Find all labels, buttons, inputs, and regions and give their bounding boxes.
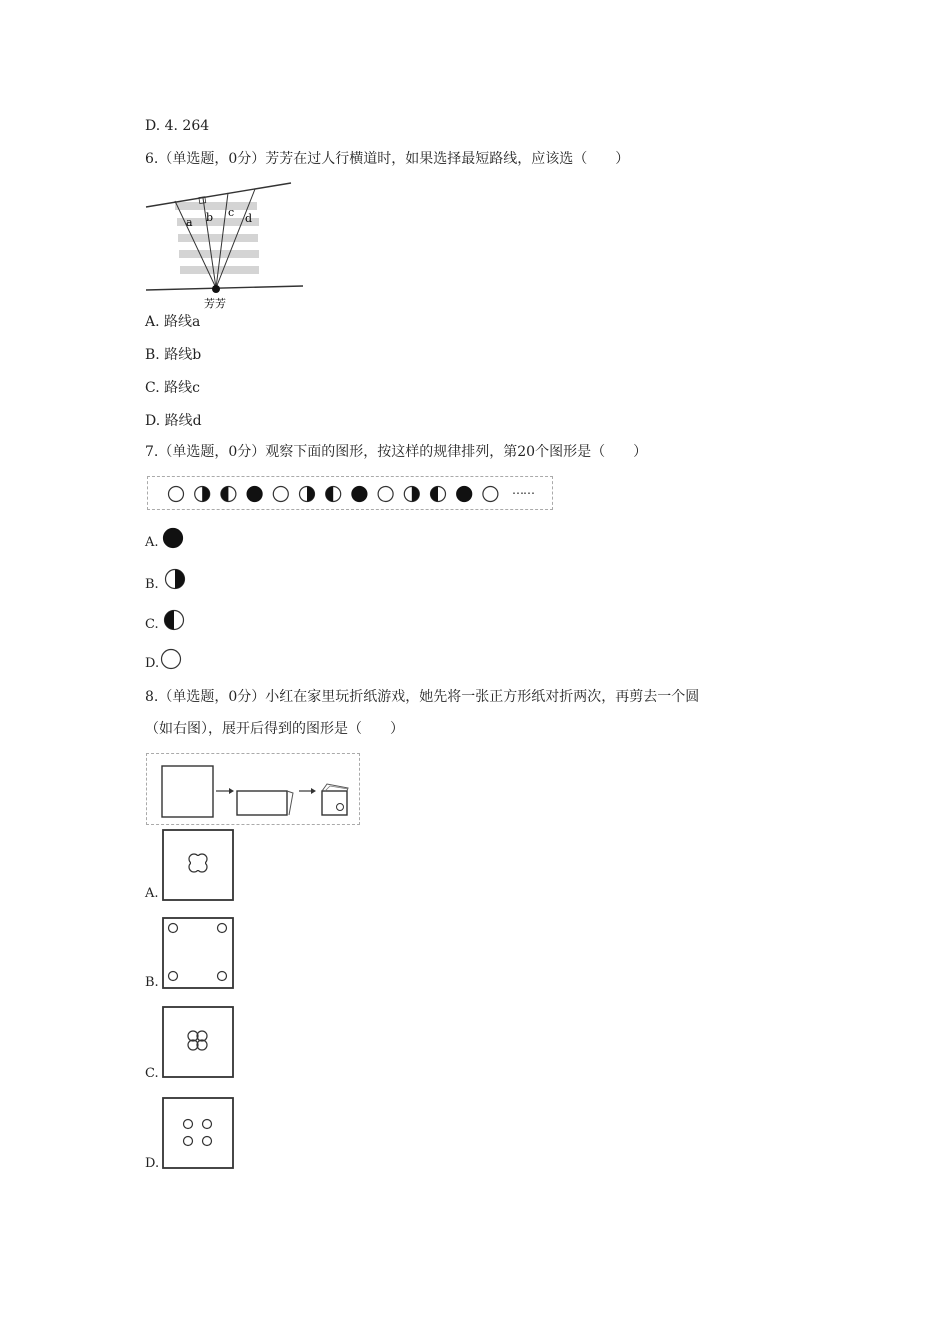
q7-stem: 7.（单选题，0分）观察下面的图形，按这样的规律排列，第20个图形是（ ）: [145, 444, 648, 460]
q7-option-b-right-half-circle-icon: [163, 567, 187, 591]
q8-option-c-figure: [162, 1006, 234, 1078]
q8-stem-line1: 8.（单选题，0分）小红在家里玩折纸游戏，她先将一张正方形纸对折两次，再剪去一个圆: [145, 689, 700, 705]
q8-option-a-label: A.: [145, 886, 159, 901]
route-d-label: d: [245, 212, 253, 225]
sequence-circle-9-icon: [378, 487, 393, 502]
route-b-label: b: [206, 211, 214, 224]
circle-sequence: [148, 477, 554, 511]
q7-option-c-left-half-circle-icon: [162, 608, 186, 632]
sequence-circle-11-icon: [431, 487, 446, 502]
sequence-circle-2-icon: [195, 487, 210, 502]
option-circle-icon: [162, 650, 181, 669]
sequence-circle-8-icon: [352, 487, 367, 502]
sequence-circle-3-icon: [221, 487, 236, 502]
q8-option-b-label: B.: [145, 975, 159, 990]
q7-option-d-label: D.: [145, 656, 160, 671]
q8-option-d-figure: [162, 1097, 234, 1169]
q8-option-c-label: C.: [145, 1066, 159, 1081]
folded-twice-paper: [322, 791, 347, 815]
sequence-circle-7-icon: [326, 487, 341, 502]
route-a-label: a: [186, 216, 193, 229]
q6-option-d: D. 路线d: [145, 413, 202, 429]
sequence-circle-10-icon: [404, 487, 419, 502]
q7-option-a-full-circle-icon: [161, 526, 185, 550]
q7-option-c-label: C.: [145, 617, 159, 632]
person-label: 芳芳: [204, 297, 226, 310]
q7-option-b-label: B.: [145, 577, 159, 592]
q8-option-b-figure: [162, 917, 234, 989]
q8-option-a-figure: [162, 829, 234, 901]
q5-option-d: D. 4. 264: [145, 118, 210, 134]
sequence-circle-5-icon: [273, 487, 288, 502]
arrow-icon: [311, 788, 316, 794]
folding-process-box: [146, 753, 360, 825]
option-circle-icon: [165, 611, 184, 630]
sequence-circle-1-icon: [169, 487, 184, 502]
folding-steps-figure: [147, 754, 361, 826]
route-c-label: c: [228, 206, 235, 219]
person-dot: [212, 285, 220, 293]
q7-option-d-empty-circle-icon: [159, 647, 183, 671]
sequence-circle-4-icon: [247, 487, 262, 502]
q6-option-c: C. 路线c: [145, 380, 200, 396]
q7-option-a-label: A.: [145, 535, 159, 550]
q8-option-d-label: D.: [145, 1156, 160, 1171]
sequence-circle-6-icon: [300, 487, 315, 502]
q8-stem-line2: （如右图），展开后得到的图形是（ ）: [145, 721, 404, 737]
arrow-icon: [229, 788, 234, 794]
q6-stem: 6.（单选题，0分）芳芳在过人行横道时，如果选择最短路线，应该选（ ）: [145, 151, 630, 167]
sequence-circle-12-icon: [457, 487, 472, 502]
sequence-circle-13-icon: [483, 487, 498, 502]
q6-option-a: A. 路线a: [145, 314, 201, 330]
option-circle-icon: [164, 529, 183, 548]
near-curb-line: [146, 286, 303, 290]
q6-option-b: B. 路线b: [145, 347, 202, 363]
option-circle-icon: [166, 570, 185, 589]
sequence-ellipsis: ……: [512, 483, 534, 497]
folded-once-paper: [237, 791, 287, 815]
square-paper: [162, 766, 213, 817]
crosswalk-figure: [143, 178, 308, 313]
pattern-box: [147, 476, 553, 510]
